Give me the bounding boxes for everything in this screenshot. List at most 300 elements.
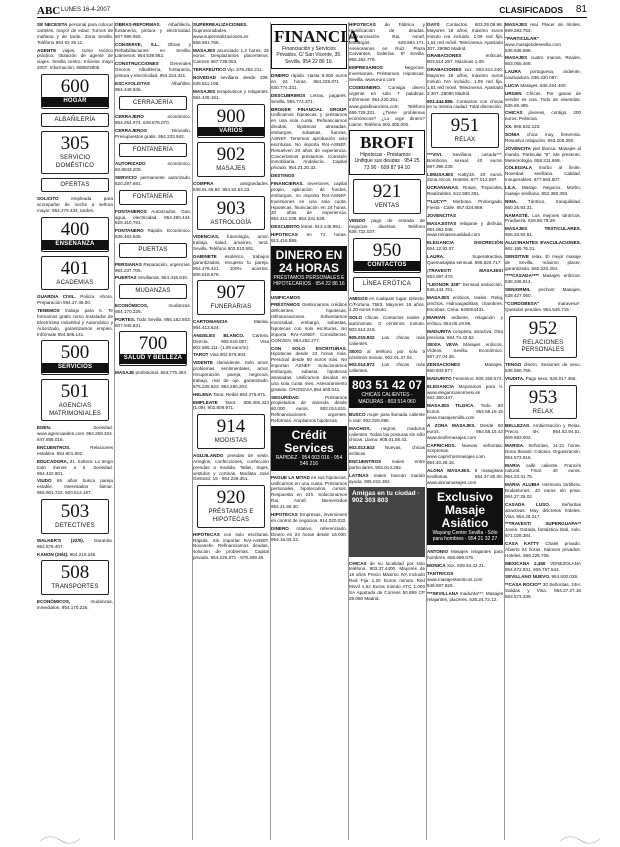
ad-keyword: 905.015.832 [349,334,375,340]
ad-text: antigüedades. 638.91.65.92. 954.52.54.23. [193,180,269,192]
ad-keyword: SUPERREALIZACIONES. [193,22,248,27]
ad-text: Sevillanas. 954.418.810. [137,275,189,281]
ad-keyword: ALONA MASAJES. [427,468,471,474]
ad-text: Cartera. Directa. 806.516.087. Visa 902.885.111. (1,09 euro/m). [193,332,269,350]
ad-keyword: CERRAJERO [115,114,144,120]
classified-ad [271,107,347,172]
ad-keyword: AGUJILANDO [193,452,224,458]
ad-text: 656.33.92.51. [505,232,534,238]
ad-keyword: 902.014.872 [349,362,375,368]
category-number: 950 [372,240,402,262]
ad-keyword: CHICAS [505,110,523,116]
category-number: 900 [216,105,246,127]
ad-text: con solo escrituras. Rápida. Sin importar RAI-ASNEF, Novanefe. Refinanciamos deudas, solución de problemas. Capital privado. 954.226.871 - 678.409.46. [193,531,270,561]
ad-text: 65 años busca pareja estable. Interesados llamar. 955.901.722. 600.613.167. [37,478,113,496]
ad-text: al teléfono por solo 0 céntimos minuto. 902.01.47.04. [349,348,425,360]
ad-text: de Fábrica y reunificación de deudas. Refinanciación. Rai, Asnef, embargos. 629.684.171. Asesoramos en Ruiz. Plaza Cervantes, Galerías. 5ª Sevilla. 955.282.779. [349,22,426,63]
classified-ad [193,89,269,101]
ad-text: calle caliente. Francés natural. Final. 40 euros. 954.23.41.75. [505,462,581,480]
classified-ad [37,478,113,496]
ad-keyword: 902.444.886. [427,98,454,104]
ad-keyword: TENGO [505,361,522,367]
ad-text: www.masajesdesevilla.com 636.636.688. [505,41,561,53]
ad-text: Todo Sevilla. 955.182.603. 607.945.831. [115,316,191,328]
ad-keyword: SENIORMIL [505,287,531,293]
classified-ad [505,124,581,130]
ad-text: letras. 913.145.991. [301,224,342,230]
ad-text: Hermosa tortillera. Bodantones. 40 euros sin prisa. 954.27.26.02. [505,482,581,499]
ad-text: 666.532.123. [513,124,541,130]
classified-ad [427,571,503,589]
classified-ad [193,75,269,87]
classified-ad [271,73,347,91]
ad-text: trabajo para ti. Te formamos gratis como Instalador de Electricista Industrial y Automático y Autorizado, garantizamos empleo. Infórmate 954.606.141. [37,308,113,337]
ad-keyword: PUERTAS [115,275,137,281]
ad-text: Superatractiva. Quemasajista sensual. 696.520.717. [427,254,503,265]
ad-text: Masajes eróticos. Vídeos. Sevilla. Económico. 667.27.04.36. [427,342,503,360]
display-ad [271,24,359,69]
category-header [197,196,265,231]
classified-ad [427,53,503,65]
ad-keyword: LAURA [505,69,522,75]
ad-text: reales entre particulares. 902.014.292. [349,459,425,470]
classified-ad [505,146,581,164]
ad-keyword: FONTANERO [115,228,144,234]
signature-stamp [0,831,620,845]
classified-ad [427,295,503,313]
classified-ad [37,48,113,72]
classified-ad [115,262,191,274]
category-label: VARIOS [198,127,264,137]
classified-ad [427,254,503,266]
ad-keyword: FONTANEROS [115,208,147,214]
ad-keyword: BROKER FINANCIAL GROUP. [271,106,347,112]
classified-ad [349,85,425,103]
classified-ad [193,67,269,73]
ad-keyword: ****CASADA**** [505,273,539,279]
classified-ad [193,181,269,193]
ad-text: Chalet privado. Abierto 24 horas. Salones privados. Hoteles. 666.225.706. [505,541,581,558]
column-2 [115,22,191,842]
page-header [37,5,587,15]
ad-text: Inversores, capital propio, aplicación de fondos, embargos, no importa RAI-ASNEF. Inversiones en una sola cuota. Hipotecas, financiación en 24 horas, 20 años de experiencia. 954.411.238. 654.231.528. [271,181,348,222]
ad-text: Tarot. Reikis 954.276.871. [213,391,267,397]
ad-text: Masaje. Negocio. Morbo, masaje sevillana. 952.390.393. [505,185,581,196]
ad-keyword: DINERO [271,525,289,531]
category-label: TRANSPORTES [51,584,99,591]
ad-text: 954.210.246. [69,551,97,557]
classified-ad [349,412,425,424]
ad-text: completa, atractiva. Otra preciosa. 664.74.42.62. [427,328,503,340]
ad-keyword: MARISA. [505,442,525,448]
display-ad-logo: BROFI [360,132,414,152]
ad-keyword: AGENTE [37,47,57,53]
ad-text: chicas. Contactos reales y autónomas. 0 céntimos minuto. 803.514.218. [349,315,425,333]
classified-ad [271,173,347,179]
display-ad-details: Wayang Center Sevilla · Sólo para hombres · 954 21 32 27 [432,529,498,543]
ad-keyword: BELLEZAS. [505,423,531,429]
classified-ad [193,234,269,252]
category-number: 503 [60,501,90,523]
ad-keyword: PAGUE LA MITAD [271,474,310,480]
classified-ad [37,552,113,558]
ad-keyword: ELEGANCIA DISCRECIÓN [427,240,503,246]
photo-ad [349,487,425,557]
ad-text: Autorizados. Gas, agua, electricidad. 954.490.444. 629.310.791. [115,208,191,226]
ad-keyword: **CASA ROCIO** [505,582,542,588]
category-label: MODISTAS [214,438,248,445]
ad-text: Sensual seducción. 646.144.761. [427,281,503,293]
ad-text: Relaciones estables. 954.901.802. [37,445,113,456]
category-number: 952 [528,317,558,339]
classified-ad [427,443,503,467]
ad-text: dinero. Sesiones de sexo. 636.580.766. [505,361,581,373]
ad-keyword: KANON (29/4). [37,551,69,557]
display-ad [271,426,347,471]
category-label: FONTANERÍA [132,193,174,200]
category-label: SERVICIOS [42,363,108,373]
ad-keyword: MASAJISTAS [427,220,457,226]
ad-text: Letras, pagarés. Sevilla. 955.774.371. [271,92,348,104]
ad-text: reales buscan marido ayuda. 905.015.362. [349,472,426,484]
classified-ad [427,199,503,211]
classified-ad [115,61,191,79]
ad-text: Señoritas, 11-21 horas. Dona Bioanti. Colonia. Organización. 954.573.916. [505,442,581,460]
ad-keyword: TAROT [193,352,209,358]
classified-ad [271,224,347,230]
ad-keyword: MACHOS, [349,425,371,431]
classified-ad [115,370,191,376]
category-header [41,560,109,595]
ad-keyword: PORTES. [115,316,136,322]
ad-text: rotativo, referenciado. Dinero en 24 horas desde 16.000. 954.16.03.12. [271,525,347,543]
ad-text: Generales Onoros. Albañilería, fontanería, pintura y electricidad. 954.224.321. [115,61,191,78]
classified-ad [505,240,581,252]
ad-text: Tarot. 806.405.324 (1,09). 902.809.971. [193,399,269,411]
ad-keyword: CONSTRUCCIONES [115,61,159,67]
ad-text: empleada para acompañar de noche a señora mayor. 954.279.432, tardes. [37,196,113,214]
classified-ad [115,42,191,60]
ad-keyword: NINA. [505,198,518,204]
category-label: ENSEÑANZA [42,240,108,250]
category-label: DETECTIVES [55,523,95,530]
ad-text: portuguesa, ardiente, cautivadora. 636.430.097. [505,69,581,80]
ad-text: chica muy femenina. Resuelvo relajación. 953.200.350. [505,132,581,143]
ad-text: prendas de vestir. Arreglos, confecciones, confección prendas a medida. Tallas, trajes, vestidos y cortinas. Modista José Gestoso, 15 - 954.226.351. [193,452,270,482]
category-header [41,131,109,173]
classified-ad [193,532,269,561]
ad-keyword: COSEDINERO. [349,84,382,90]
classified-ad [505,443,581,461]
ad-keyword: A ZONA MASAJES. [427,422,476,428]
ad-text: Masajes eróticos. 638.346.814. [505,273,582,285]
ad-text: www.guiafinanciera.com Teléfono 689.728.331. ¿Tiene problemas económicos? ¿Lo urge dinero? Llame. Teléfono 902.305.000. [349,104,425,127]
classified-ad [427,213,503,219]
ad-keyword: MONICA [427,563,446,569]
category-header [41,74,109,109]
ad-text: Reparación, urgencias. 954.237.706. [115,261,191,273]
category-header [119,190,187,205]
photo-ad-caption: Amigas en tu ciudad · 902 303 803 [352,489,420,505]
display-ad-logo: FINANCIA [274,27,359,46]
category-header [41,178,109,193]
ad-keyword: HIPOTECAS [193,531,220,537]
classified-ad [271,302,347,343]
classified-ad [505,502,581,520]
ad-text: Masajes relajantes para hombres. 658.696.075. [427,549,503,561]
category-label: LÍNEA ERÓTICA [363,281,411,288]
display-ad-details: CHICAS CALIENTES - MADURAS · 803 514 060 [358,392,416,405]
category-label: RELAX [454,137,476,144]
ad-keyword: VIUDO [37,478,52,484]
ad-keyword: UNIFICAMOS [271,294,301,300]
category-label: PRÉSTAMOS E HIPOTECAS [208,509,254,524]
ad-text: Contactos. 803.29.09.98. Mayores 18 años, máximo euros minuto Iva incluido. 1,09 red fija, 1,51 red móvil. Telecinema. Apartado 307. 29080 Madrid. [427,22,503,51]
ad-text: Garantía. 954.576.407. [37,537,113,549]
classified-ad [271,93,347,105]
ad-text: Contactos con chicas en tu misma ciudad. Total discreción. [427,98,503,110]
classified-ad [271,395,347,424]
classified-ad [427,342,503,360]
classified-ad [271,232,347,244]
ad-keyword: ELEGANCIA [427,383,455,389]
display-ad-details: Hipotecas - Préstamos · Unifique sus deudas · 954 25 73 90 · 609 87 94 10 [354,151,420,171]
category-number: 914 [216,416,246,438]
ad-text: viajes, curso teórico práctico, titulación de agente de viajes. Sevilla centro. Iníciese mayo 2007. Información: 608922805. [37,47,113,71]
category-number: 305 [60,133,90,155]
display-ad-headline: 803 51 42 07 [351,378,423,393]
category-header [119,331,187,366]
classified-ad [505,110,581,122]
ad-keyword: JOVENCITA [505,145,531,151]
classified-ad [427,221,503,239]
classified-ad [505,36,581,54]
classified-ad [193,392,269,398]
ad-text: Negocios. Inversiones. Préstamos. Hipotecas. Sevilla. www.euro.com [349,65,425,82]
classified-ad [505,22,581,34]
ad-keyword: COLEGIALA [505,165,533,171]
classified-ad [505,561,581,573]
ad-text: Katty18. 40 euros. Zona Arcos. Hoteles. 677.012.097. [427,171,503,183]
display-ad-details: PRÉSTAMOS PERSONALES E HIPOTECARIOS · 954 22 86 16 [273,274,345,288]
ad-text: 654.12.92.07. [427,246,456,252]
classified-ad [505,362,581,374]
display-ad [427,488,503,546]
classified-ad [115,22,191,40]
classified-ad [505,463,581,481]
ad-text: Todo. 80 Euros. 954.58.19.15 www.masajesmilla.com [427,403,503,421]
ad-keyword: VIDENCIAS, [193,234,220,240]
ad-text: Préstamos propietarios de vivienda desde 60.000 euros. 902.014.815. Refinanciaciones urgentes. Reformas. Ampliamos hipotecas. [271,394,347,424]
ad-keyword: MADURITO [427,375,452,381]
classified-ad [193,400,269,412]
category-number: 500 [60,342,90,364]
ad-text: Policía. Ahora. Preparación 954.27.46.00. [37,294,114,306]
classified-ad [37,459,113,477]
classified-ad [427,268,503,280]
ad-text: relajante y disfruta. 954.062.048. www.reinasexualidad.com [427,220,504,238]
category-number: 903 [216,197,246,219]
classified-ad [427,384,503,402]
ad-keyword: SEGURIDAD. [271,394,300,400]
ad-keyword: CARTOMANCIA [193,319,228,325]
classified-ad [37,196,113,214]
display-ad-headline: DINERO EN 24 HORAS [275,247,343,275]
classified-ad [427,240,503,252]
classified-ad [193,360,269,389]
ad-text: Pago sexo. 628.017.456. [525,375,577,381]
ad-keyword: SEXO [349,348,362,354]
ad-text: económico. 954.254.974. 649.678.070. [115,114,191,126]
ad-text: Dimoolin. Presupuestos gratis. 954.233.942. [115,128,191,139]
ad-keyword: GUARDIA CIVIL. [37,294,76,300]
ad-keyword: CHICAS [349,560,367,566]
ad-keyword: TANTRICOS [427,571,454,577]
ad-text: Desde 50 euros. 954.58.15.43 www.sexfemasajes.com [427,422,503,440]
classified-ad [271,526,347,544]
ad-text: terapéuticos y relajantes. 664.428.161. [193,88,270,100]
classified-ad [349,473,425,485]
category-label: PUERTAS [138,247,168,254]
ad-text: cuatro manos. Reales. 663.055.468. [505,55,582,67]
category-label: RELACIONES PERSONALES [521,339,565,354]
ad-text: mudanzas, inmediatos. 954.170.225. [37,599,113,610]
ad-text: 653.087.470. [427,273,454,279]
ad-text: VENEZOLANA 954.672.931. 606.767.844. [505,560,581,572]
ad-keyword: ECONÓMICOS, [37,599,71,605]
ad-text: 954.600.036. [551,574,579,580]
ad-keyword: SOLO [349,315,363,321]
ad-keyword: HELENA [193,391,212,397]
ad-text: Visa 902.878.903. [209,352,247,358]
ad-text: Empresas, inversiones en control de negocios. 914.020.022. [271,511,347,523]
ad-keyword: SERVICIO [115,175,137,181]
ad-text: esotérico, trabajos garantizados, recupera tu pareja. 954.278.421. 100% aciertos. 806.518.678. [193,253,269,277]
ad-text: Unificamos hipotecas y préstamos en una sola cuota. Refinanciamos deudas, hipotecas atrasadas, embargos, subastas, fianzas, ASNEF. Tenemos aprobación solo escrituras. No importa RAI-ASNEF. Resuelven 20 años de experiencia. Concertamos préstamos. Comisión inmobiliaria. Andalucía. Capital privado. 954.21.20.32. [271,112,347,171]
ad-text: rápido. Hasta 6.000 euros en 24 horas. 954.228.871 - 630.774.331. [271,73,347,90]
ad-text: profesional. 663.775.394. [135,370,188,376]
ad-keyword: LATINAS [349,472,369,478]
ad-keyword: CONSERVE, S.L. [115,41,159,47]
classified-ad [505,521,581,539]
ad-keyword: "CORDOBESA" [505,300,540,306]
ad-keyword: ANGELES BLANCO. [193,332,245,338]
classified-ad [271,346,347,393]
category-number: 951 [450,115,480,137]
classified-ad [349,349,425,361]
ad-keyword: MARIAN [427,314,446,320]
ad-text: Vip. 678.282.211. [227,67,263,73]
category-number: 953 [528,386,558,408]
ad-keyword: EDÉN. [37,425,52,431]
classified-ad [37,22,113,46]
ad-text: mujer para llamada caliente o real. 902.028.096. [349,411,425,423]
ad-text: Chicas. Por ganas de vender es una. Todo de viviendas. 636.66.485. [505,90,581,108]
category-number: 921 [372,181,402,203]
classified-ad [427,376,503,382]
classified-ad [427,549,503,561]
ad-keyword: "PARTICULAR" [505,35,539,41]
ad-text: www.masajestantricos.com 648.597.826. [427,576,483,588]
classified-ad [427,362,503,374]
classified-ad [427,315,503,327]
ad-keyword: BUSCO [349,411,366,417]
classified-ad [427,152,503,170]
ad-keyword: GABINETE [193,253,217,259]
ad-keyword: MARIA [505,462,521,468]
classified-ad [349,426,425,444]
ad-keyword: **LUCY** [427,199,447,205]
ad-text: Ambientación y Relax. Precio. 4H. 954.53.94.51. 609.883.002. [505,423,581,441]
ad-keyword: EDUCADORA, [37,458,69,464]
category-number: 920 [216,487,246,509]
ad-keyword: TENEMOS [37,308,60,314]
ad-text: Albañilería, fontanería, pintura y electricidad. 607.896.656. [115,22,191,39]
ad-keyword: MASAJES [193,88,216,94]
classified-ad [505,287,581,299]
ad-keyword: SEVILLANO NUEVO. [505,574,551,580]
classified-ad [193,22,269,46]
ad-keyword: HIPOTECAS [349,22,376,27]
category-header [41,217,109,252]
ad-text: de su localidad por solo teléfono. 803.37.4400. Mayores de 18 años Precio Máximo IVA Incluido Red Fija 1,20 Euros minuto Red Movil 1,52 Euros minuto ATC 1.000 SA Apartado de Correos 50.889 CP 28.080 Madrid. [349,560,425,601]
classified-ad [505,199,581,211]
ad-text: permanente autorizado. 620.297.691. [115,175,191,187]
category-label: OFERTAS [60,181,90,188]
classified-ad [505,185,581,197]
category-label: AGENCIAS MATRIMONIALES [49,403,101,417]
ad-keyword: CAPRICHOS. [427,442,456,448]
ad-keyword: ESCAYOLISTAS [115,80,150,86]
category-number: 907 [216,282,246,304]
ad-keyword: LUCIA [505,82,520,88]
category-header [353,277,421,292]
ad-keyword: SONIA [505,132,520,137]
classified-ad [505,91,581,109]
ad-keyword: MASAJES [505,55,528,61]
category-number: 400 [60,218,90,240]
ad-text: negros, maduros calientes. Todas las posturas sin sólo chicas. Llama: 905.01.55.43. [349,425,425,443]
page-number: 81 [575,4,587,15]
ad-text: Nuevas señoritas. Sorpresas. www.caprichosmasajes.com. 954.40.28.16. [427,442,503,466]
classified-ad [505,83,581,89]
ad-keyword: MASAJE [115,370,135,376]
classified-ad [427,591,503,603]
ad-keyword: DESCUBRIMOS [271,92,306,98]
category-header [41,256,109,291]
category-header [197,104,265,139]
ad-text: Suprosonidades. www.superrealizaciones.es 658.681.765. [193,27,249,45]
ad-text: pechos! Masajes. 638.427.060. [505,287,581,298]
classified-ad [115,209,191,227]
ad-keyword: MASAJES [193,47,216,53]
classified-ad [427,22,503,51]
ad-text: xxx. 803.514.240. Mayores 18 años, máximo euros minuto IVA incluido. 1,09 red fija. 1,51 red móvil. Telecinema. Apartado 3.307. 28080 Madrid. [427,67,504,96]
column-7 [505,22,581,842]
ad-keyword: "LEONOR 328" [427,281,461,287]
classified-ad [115,303,191,315]
ad-text: Rusas, Tropicales, Realizables. 612.590.351. [427,185,503,197]
ad-text: Hipotecas desde 24 horas más. Personal desde 60 euros más. No importan ASNEF. Solucionamos embargos, subasta, hipotecas atrasadas. Unificamos deudas en una sola cuota mes. Asesoramiento gratuito. CROSSVIA 954.600.041. [271,351,347,392]
ad-keyword: URGEN [505,90,522,96]
ad-keyword: WALKER'S (22/0). [37,537,85,543]
ad-text: Morbosa. Prolongado. Fiesta - Calle. 657.024.859. [427,199,504,210]
column-1 [37,22,113,842]
ad-keyword: GRABACIONES [427,67,462,73]
ad-text: morbo al límite. Novedad sevillana. Calidad. Insuperables. 677.563.507. [505,165,581,183]
ad-keyword: DESTINOS [271,173,295,179]
ad-text: Tántrico, tranquilidad. 660.25.93.31. [505,198,581,210]
